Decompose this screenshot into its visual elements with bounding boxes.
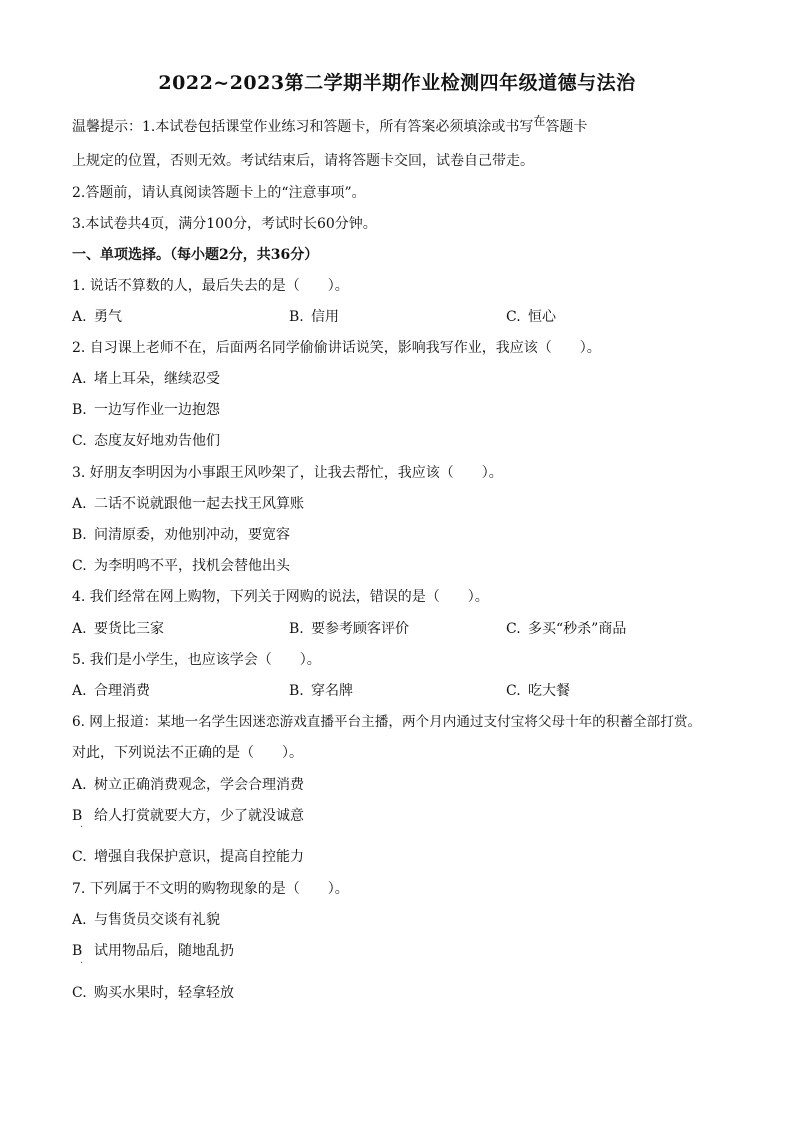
option-label: B.: [72, 527, 87, 543]
option-label: B: [72, 943, 83, 959]
option-label: A.: [72, 371, 87, 387]
question-3-option-a: [72, 495, 304, 513]
option-label: A.: [72, 912, 87, 928]
option-label: A.: [72, 777, 87, 793]
option-text: 恒心: [528, 309, 556, 325]
option-text: 一边写作业一边抱怨: [94, 402, 220, 418]
question-3-option-c: [72, 557, 290, 575]
option-text: 二话不说就跟他一起去找王风算账: [94, 496, 304, 512]
option-label: C.: [72, 985, 87, 1001]
question-6-option-b: [72, 807, 304, 825]
option-text: 要参考顾客评价: [311, 621, 409, 637]
question-5-option-b: [289, 682, 353, 700]
question-1-option-b: [289, 308, 339, 326]
question-2-option-a: [72, 370, 220, 388]
option-label: C.: [72, 433, 87, 449]
question-2-option-c: [72, 432, 220, 450]
stray-dot-mark: ·: [80, 958, 84, 969]
option-text: 给人打赏就要大方，少了就没诚意: [94, 808, 304, 824]
option-label: C.: [506, 683, 521, 699]
question-1-option-a: [72, 308, 122, 326]
question-3-stem: 3. 好朋友李明因为小事跟王风吵架了，让我去帮忙，我应该（ ）。: [72, 465, 503, 481]
question-6-option-a: [72, 776, 304, 794]
option-label: B.: [289, 621, 304, 637]
option-label: C.: [72, 849, 87, 865]
option-text: 堵上耳朵，继续忍受: [94, 371, 220, 387]
option-text: 与售货员交谈有礼貌: [94, 912, 220, 928]
option-label: B.: [72, 402, 87, 418]
option-label: B: [72, 808, 83, 824]
notice-line-2: 上规定的位置，否则无效。考试结束后，请将答题卡交回，试卷自己带走。: [72, 153, 534, 169]
notice-line-1-text: 温馨提示：1.本试卷包括课堂作业练习和答题卡，所有答案必须填涂或书写: [72, 119, 534, 135]
question-5-option-a: [72, 682, 150, 700]
question-5-stem: 5. 我们是小学生，也应该学会（ ）。: [72, 652, 321, 668]
stray-dot-mark: ·: [80, 822, 84, 833]
question-1-option-c: [506, 308, 556, 326]
notice-line-1: [72, 114, 588, 136]
notice-line-4: 3.本试卷共4页，满分100分，考试时长60分钟。: [72, 216, 377, 232]
question-7-option-a: [72, 911, 220, 929]
option-text: 购买水果时，轻拿轻放: [94, 985, 234, 1001]
option-text: 合理消费: [94, 683, 150, 699]
option-label: C.: [506, 621, 521, 637]
option-text: 试用物品后，随地乱扔: [94, 943, 234, 959]
question-3-option-b: [72, 526, 290, 544]
section-heading: 一、单项选择。（每小题2分，共36分）: [72, 247, 319, 263]
question-7-stem: 7. 下列属于不文明的购物现象的是（ ）。: [72, 881, 349, 897]
option-text: 多买“秒杀”商品: [528, 621, 627, 637]
option-label: B.: [289, 309, 304, 325]
question-2-option-b: [72, 401, 220, 419]
page-title: 2022~2023第二学期半期作业检测四年级道德与法治: [158, 72, 636, 94]
option-label: A.: [72, 309, 87, 325]
option-label: A.: [72, 683, 87, 699]
notice-raised-char: 在: [533, 114, 546, 128]
question-5-option-c: [506, 682, 570, 700]
question-7-option-c: [72, 984, 234, 1002]
option-text: 树立正确消费观念，学会合理消费: [94, 777, 304, 793]
option-label: C.: [72, 558, 87, 574]
question-6-stem-continued: 对此，下列说法不正确的是（ ）。: [72, 745, 303, 761]
option-label: B.: [289, 683, 304, 699]
option-text: 吃大餐: [528, 683, 570, 699]
option-text: 信用: [311, 309, 339, 325]
option-text: 穿名牌: [311, 683, 353, 699]
notice-line-1-end: 答题卡: [545, 119, 588, 135]
option-text: 为李明鸣不平，找机会替他出头: [94, 558, 290, 574]
question-6-stem: 6. 网上报道：某地一名学生因迷恋游戏直播平台主播，两个月内通过支付宝将父母十年的积蓄全部打赏。: [72, 714, 702, 730]
option-text: 态度友好地劝告他们: [94, 433, 220, 449]
question-2-stem: 2. 自习课上老师不在，后面两名同学偷偷讲话说笑，影响我写作业，我应该（ ）。: [72, 340, 601, 356]
question-1-stem: 1. 说话不算数的人，最后失去的是（ ）。: [72, 278, 349, 294]
question-7-option-b: [72, 942, 234, 960]
option-label: A.: [72, 496, 87, 512]
question-6-option-c: [72, 848, 304, 866]
question-4-option-a: [72, 620, 164, 638]
question-4-stem: 4. 我们经常在网上购物，下列关于网购的说法，错误的是（ ）。: [72, 589, 489, 605]
option-text: 勇气: [94, 309, 122, 325]
option-text: 要货比三家: [94, 621, 164, 637]
question-4-option-c: [506, 620, 626, 638]
option-label: C.: [506, 309, 521, 325]
option-text: 问清原委，劝他别冲动，要宽容: [94, 527, 290, 543]
option-text: 增强自我保护意识，提高自控能力: [94, 849, 304, 865]
question-4-option-b: [289, 620, 409, 638]
notice-line-3: 2.答题前，请认真阅读答题卡上的“注意事项”。: [72, 185, 366, 201]
option-label: A.: [72, 621, 87, 637]
